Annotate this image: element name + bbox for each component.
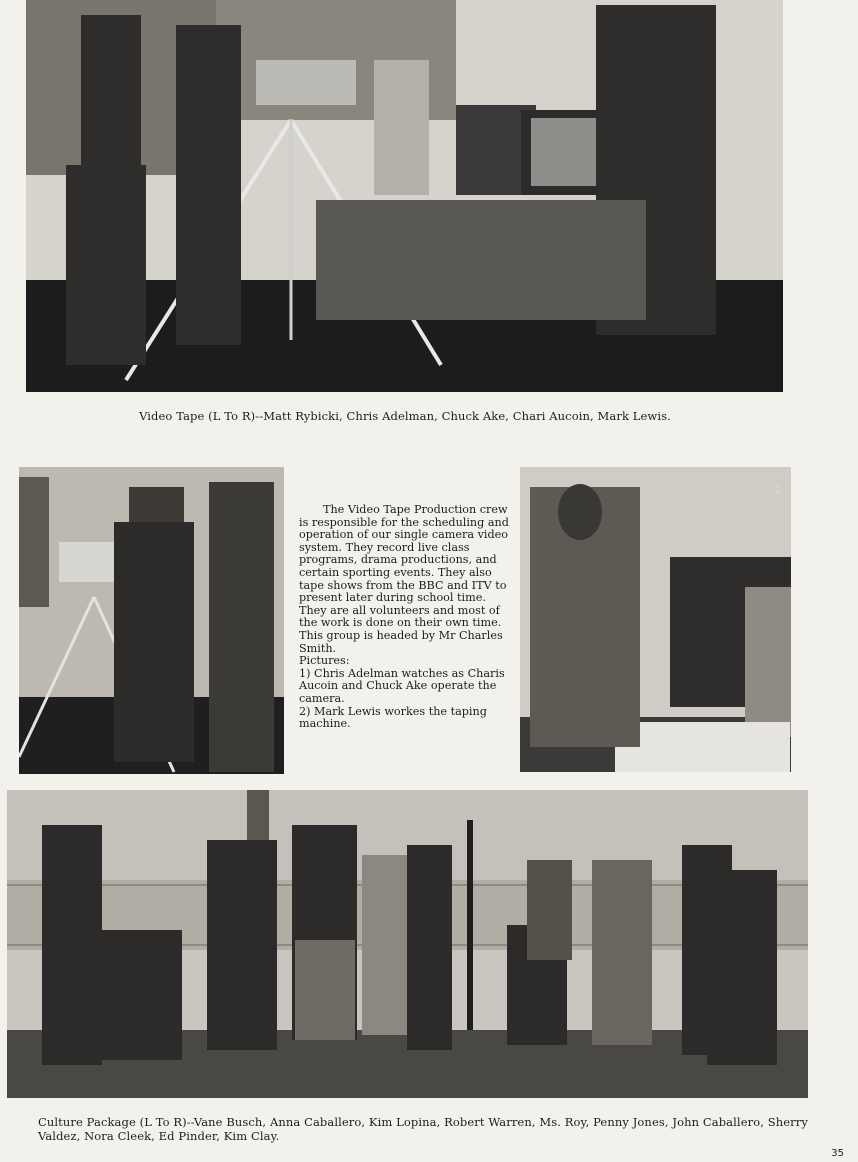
taping-machine-photo [520, 467, 791, 772]
photo-number-label: 2 [774, 485, 781, 496]
video-tape-group-photo [26, 0, 783, 392]
story-paragraph: The Video Tape Production crew is responsible for the scheduling and operation of our single camera video system. They record live class programs, drama productions, and certain sporting events. They also tape shows from the BBC and ITV to present later during school time. They are all volunteers and most of the work is done on their own time. This group is headed by Mr Charles Smith. [299, 503, 509, 655]
picture-1-description: 1) Chris Adelman watches as Charis Aucoin and Chuck Ake operate the camera. [299, 666, 505, 705]
pictures-heading: Pictures: [299, 654, 350, 668]
article-text [299, 504, 511, 731]
bottom-photo-caption: Culture Package (L To R)--Vane Busch, Anna Caballero, Kim Lopina, Robert Warren, Ms. Roy, Penny Jones, John Caballero, Sherry Valdez, Nora Cleek, Ed Pinder, Kim Clay. [38, 1115, 808, 1143]
camera-crew-photo [19, 467, 284, 774]
top-photo-caption: Video Tape (L To R)--Matt Rybicki, Chris Adelman, Chuck Ake, Chari Aucoin, Mark Lewis. [139, 409, 671, 423]
culture-package-group-photo [7, 790, 808, 1098]
page-number: 35 [831, 1148, 844, 1159]
picture-2-description: 2) Mark Lewis workes the taping machine. [299, 704, 487, 731]
